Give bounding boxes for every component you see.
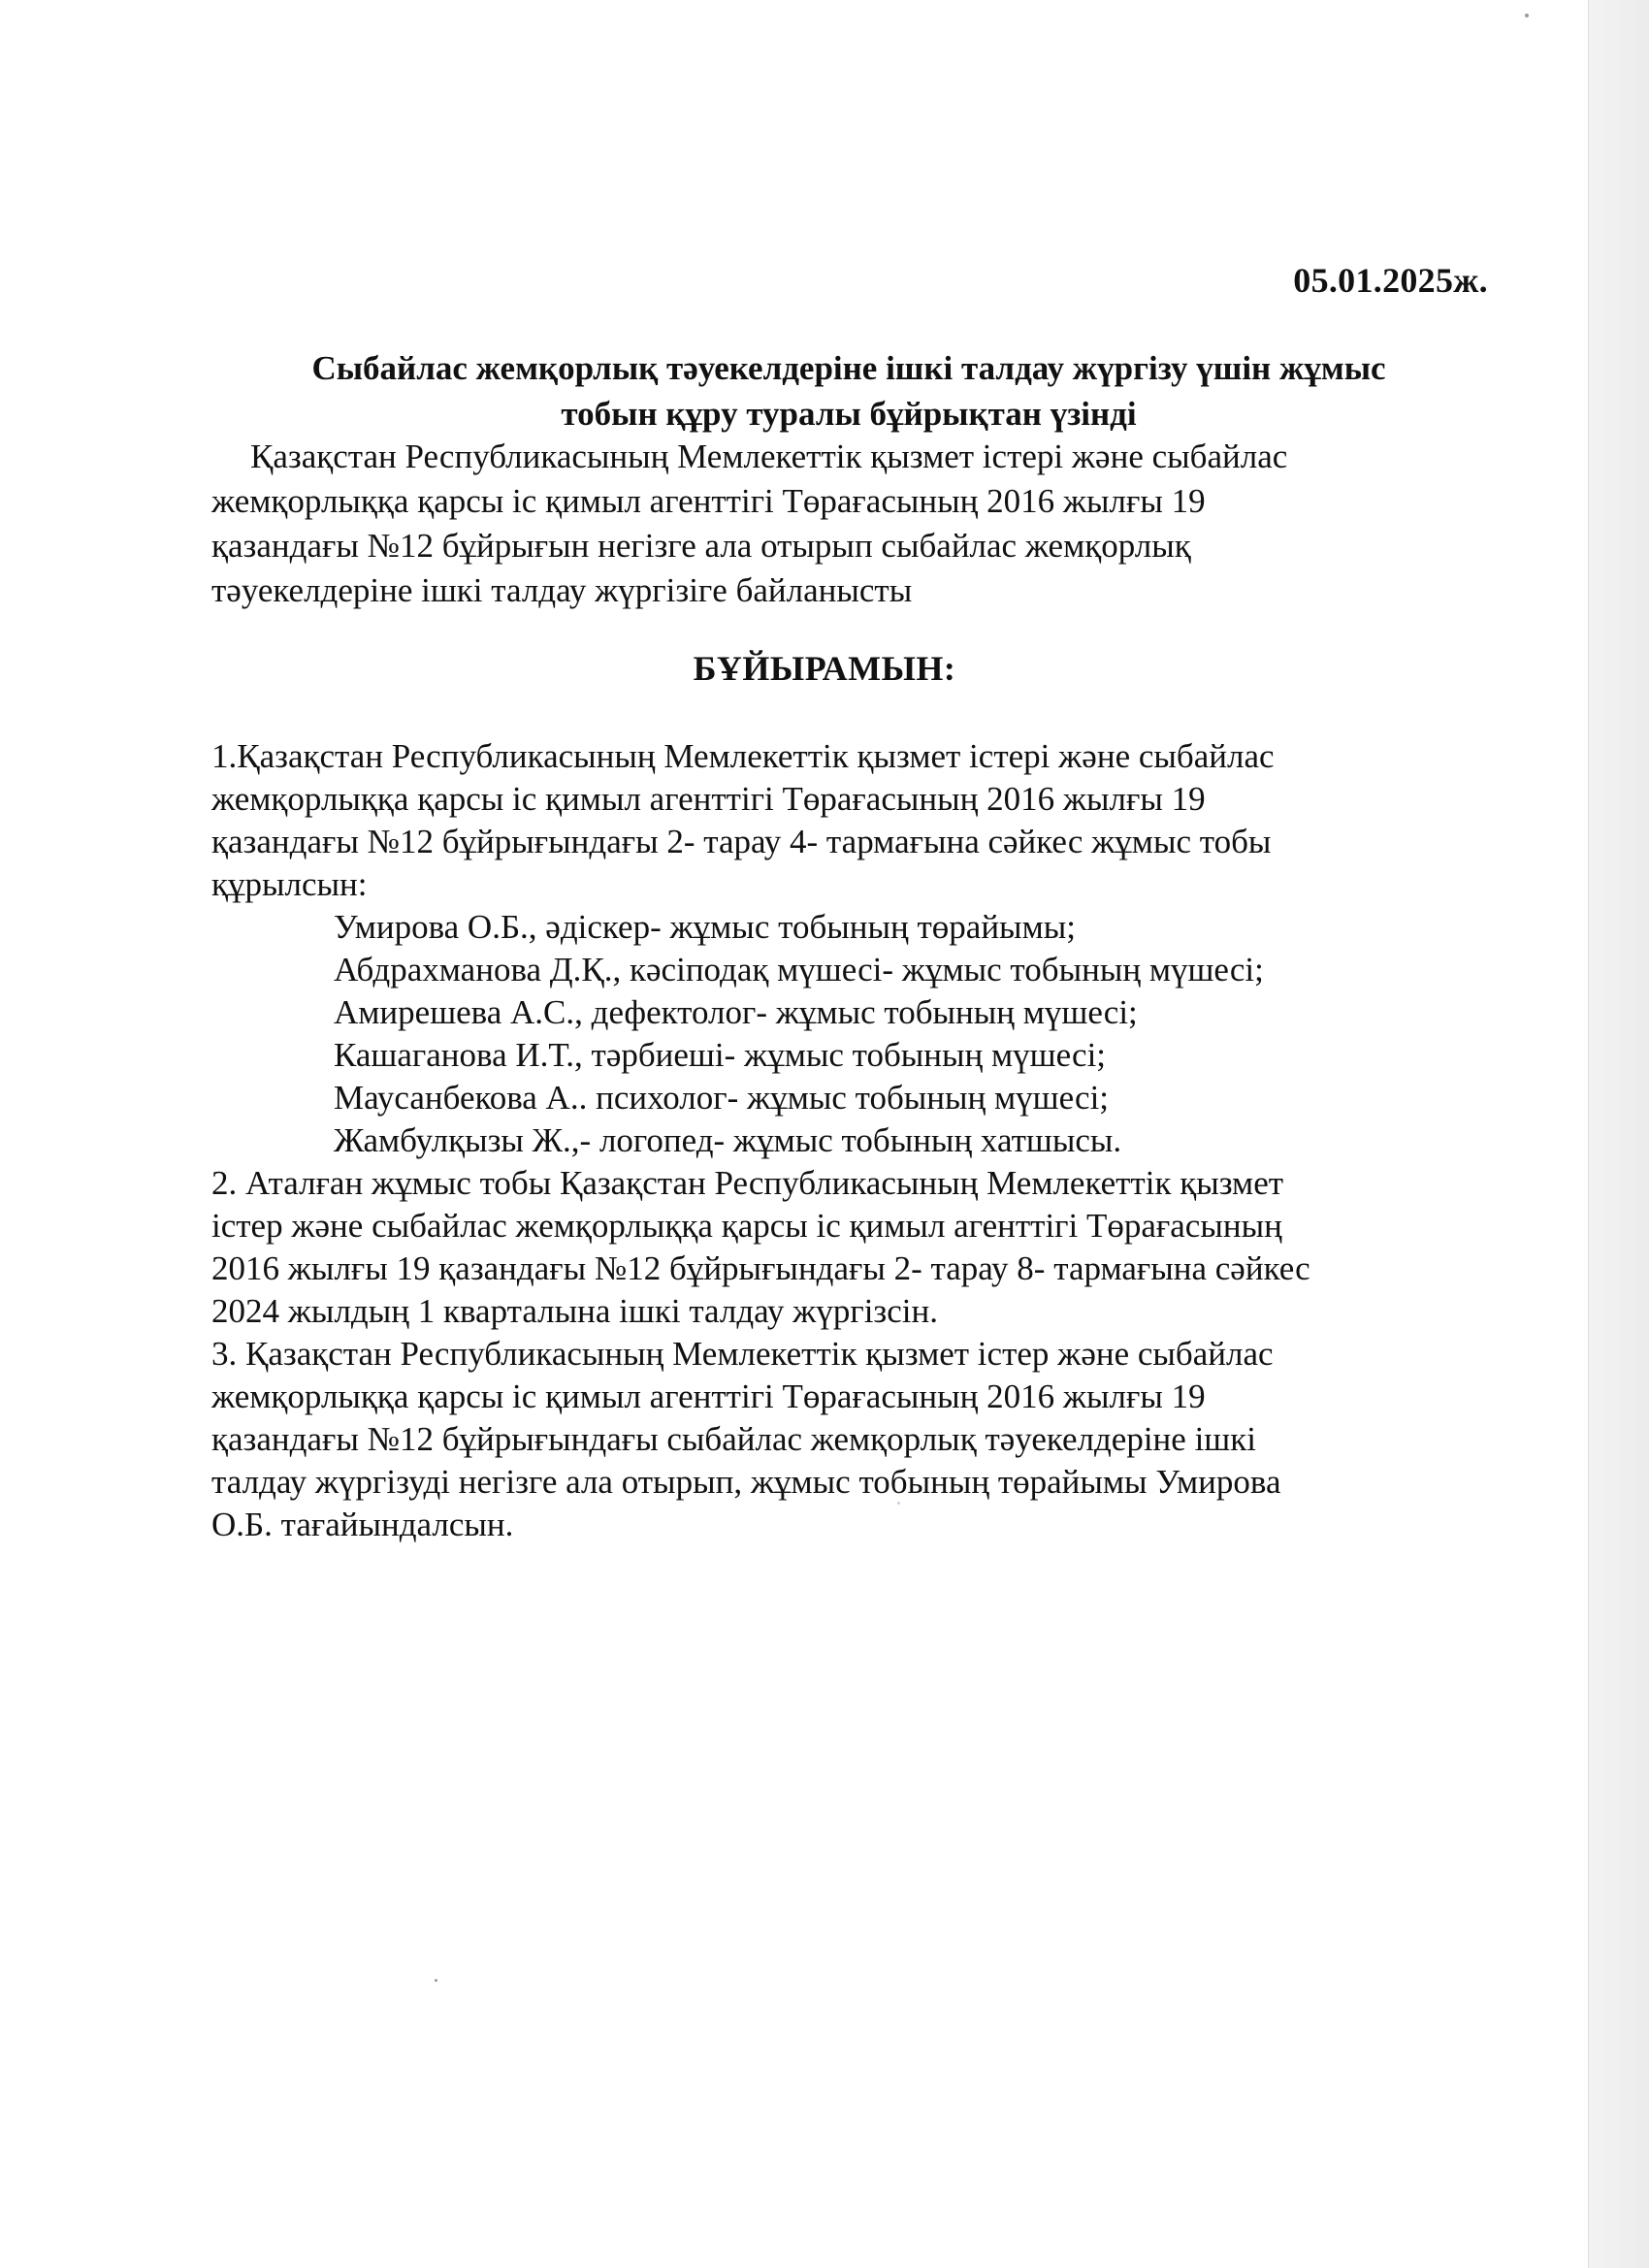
preamble-line: жемқорлыққа қарсы іс қимыл агенттігі Төрағасының 2016 жылғы 19 xyxy=(211,482,1206,520)
working-group-members xyxy=(211,906,1492,1162)
preamble-line: Қазақстан Республикасының Мемлекеттік қызмет істері және сыбайлас xyxy=(250,437,1288,475)
item-line: жемқорлыққа қарсы іс қимыл агенттігі Төрағасының 2016 жылғы 19 xyxy=(211,1377,1206,1415)
preamble-line: тәуекелдеріне ішкі талдау жүргізігe байланысты xyxy=(211,571,913,609)
order-item-1 xyxy=(211,735,1492,906)
item-line: О.Б. тағайындалсын. xyxy=(211,1506,514,1543)
scan-edge-shadow xyxy=(1588,0,1649,2268)
item-line: 2016 жылғы 19 қазандағы №12 бұйрығындағы 2- тарау 8- тармағына сәйкес xyxy=(211,1249,1310,1287)
member-entry: Маусанбекова А.. психолог- жұмыс тобының мүшесі; xyxy=(334,1079,1110,1117)
item-line: 3. Қазақстан Республикасының Мемлекеттік қызмет істер және сыбайлас xyxy=(211,1335,1274,1373)
item-line: 2024 жылдың 1 кварталына ішкі талдау жүргізсін. xyxy=(211,1292,938,1330)
item-line: 2. Аталған жұмыс тобы Қазақстан Республикасының Мемлекеттік қызмет xyxy=(211,1164,1284,1202)
item-line: құрылсын: xyxy=(211,865,368,903)
title-line: тобын құру туралы бұйрықтан үзінді xyxy=(561,395,1137,433)
document-title xyxy=(223,345,1474,437)
member-entry: Кашаганова И.Т., тәрбиеші- жұмыс тобының мүшесі; xyxy=(334,1036,1107,1074)
preamble-line: қазандағы №12 бұйрығын негізге ала отырып сыбайлас жемқорлық xyxy=(211,527,1191,565)
scan-speck xyxy=(1525,14,1529,17)
item-line: 1.Қазақстан Республикасының Мемлекеттік қызмет істері және сыбайлас xyxy=(211,737,1275,775)
order-heading: БҰЙЫРАМЫН: xyxy=(693,649,956,688)
member-entry: Абдрахманова Д.Қ., кәсіподақ мүшесі- жұмыс тобының мүшесі; xyxy=(334,951,1264,988)
item-line: жемқорлыққа қарсы іс қимыл агенттігі Төрағасының 2016 жылғы 19 xyxy=(211,780,1206,818)
document-date: 05.01.2025ж. xyxy=(1293,261,1488,300)
order-item-2 xyxy=(211,1162,1492,1333)
member-entry: Амирешева А.С., дефектолог- жұмыс тобының мүшесі; xyxy=(334,993,1138,1031)
scan-speck xyxy=(435,1979,437,1982)
item-line: талдау жүргізуді негізге ала отырып, жұмыс тобының төрайымы Умирова xyxy=(211,1463,1281,1501)
item-line: қазандағы №12 бұйрығындағы 2- тарау 4- тармағына сәйкес жұмыс тобы xyxy=(211,823,1272,860)
member-entry: Жамбулқызы Ж.,- логопед- жұмыс тобының хатшысы. xyxy=(334,1121,1122,1159)
title-line: Сыбайлас жемқорлық тәуекелдеріне ішкі талдау жүргізу үшін жұмыс xyxy=(311,349,1386,387)
order-body xyxy=(211,735,1492,1546)
member-entry: Умирова О.Б., әдіскер- жұмыс тобының төрайымы; xyxy=(334,908,1076,946)
preamble-paragraph xyxy=(211,435,1472,613)
order-item-3 xyxy=(211,1333,1492,1546)
item-line: істер және сыбайлас жемқорлыққа қарсы іс қимыл агенттігі Төрағасының xyxy=(211,1207,1282,1245)
item-line: қазандағы №12 бұйрығындағы сыбайлас жемқорлық тәуекелдеріне ішкі xyxy=(211,1420,1256,1458)
